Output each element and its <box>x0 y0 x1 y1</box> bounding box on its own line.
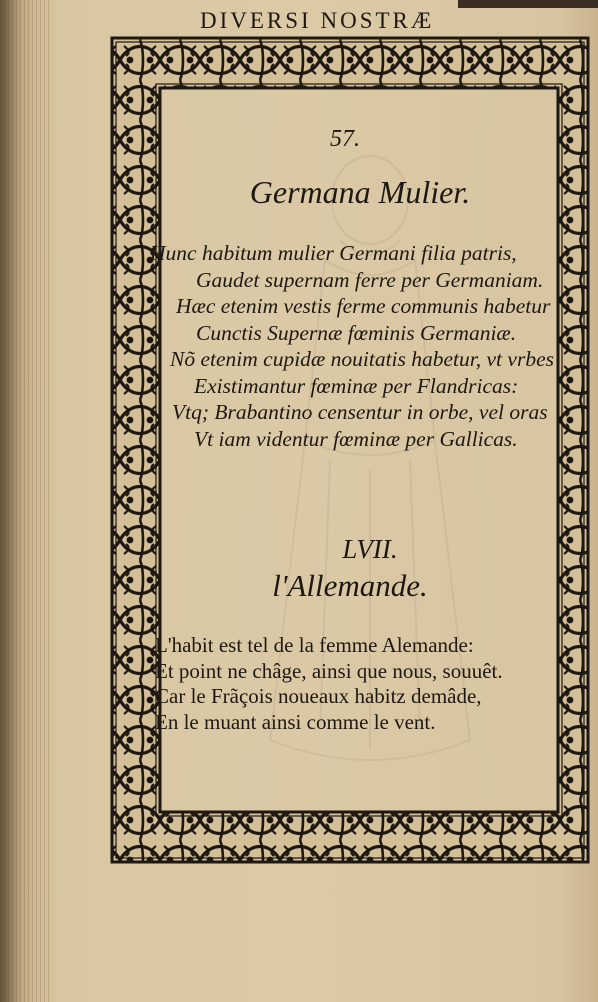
verse-line: Vtq; Brabantino censentur in orbe, vel oras <box>172 400 548 424</box>
french-number: LVII. <box>342 534 398 564</box>
verse-line: Gaudet supernam ferre per Germaniam. <box>196 267 544 292</box>
verse-line: Hunc habitum mulier Germani filia patris, <box>150 241 517 265</box>
leaf-number: 57. <box>330 126 360 152</box>
verse-line: Vt iam videntur fœminæ per Gallicas. <box>194 426 518 451</box>
verse-line: Hæc etenim vestis ferme communis habetur <box>176 294 551 318</box>
verse-line: L'habit est tel de la femme Alemande: <box>155 633 474 657</box>
verse-line: Et point ne châge, ainsi que nous, souuêt. <box>155 658 503 683</box>
verse-line: Existimantur fœminæ per Flandricas: <box>194 373 519 398</box>
running-head: DIVERSI NOSTRÆ <box>200 8 435 33</box>
verse-line: Car le Frãçois noueaux habitz demâde, <box>155 684 482 708</box>
french-title: l'Allemande. <box>272 568 428 603</box>
french-verse <box>155 633 565 735</box>
verse-line: Nõ etenim cupidæ nouitatis habetur, vt vrbes <box>170 347 554 371</box>
latin-verse <box>150 240 570 452</box>
verse-line: En le muant ainsi comme le vent. <box>155 709 436 734</box>
latin-title: Germana Mulier. <box>249 174 471 210</box>
verse-line: Cunctis Supernæ fœminis Germaniæ. <box>196 320 517 345</box>
